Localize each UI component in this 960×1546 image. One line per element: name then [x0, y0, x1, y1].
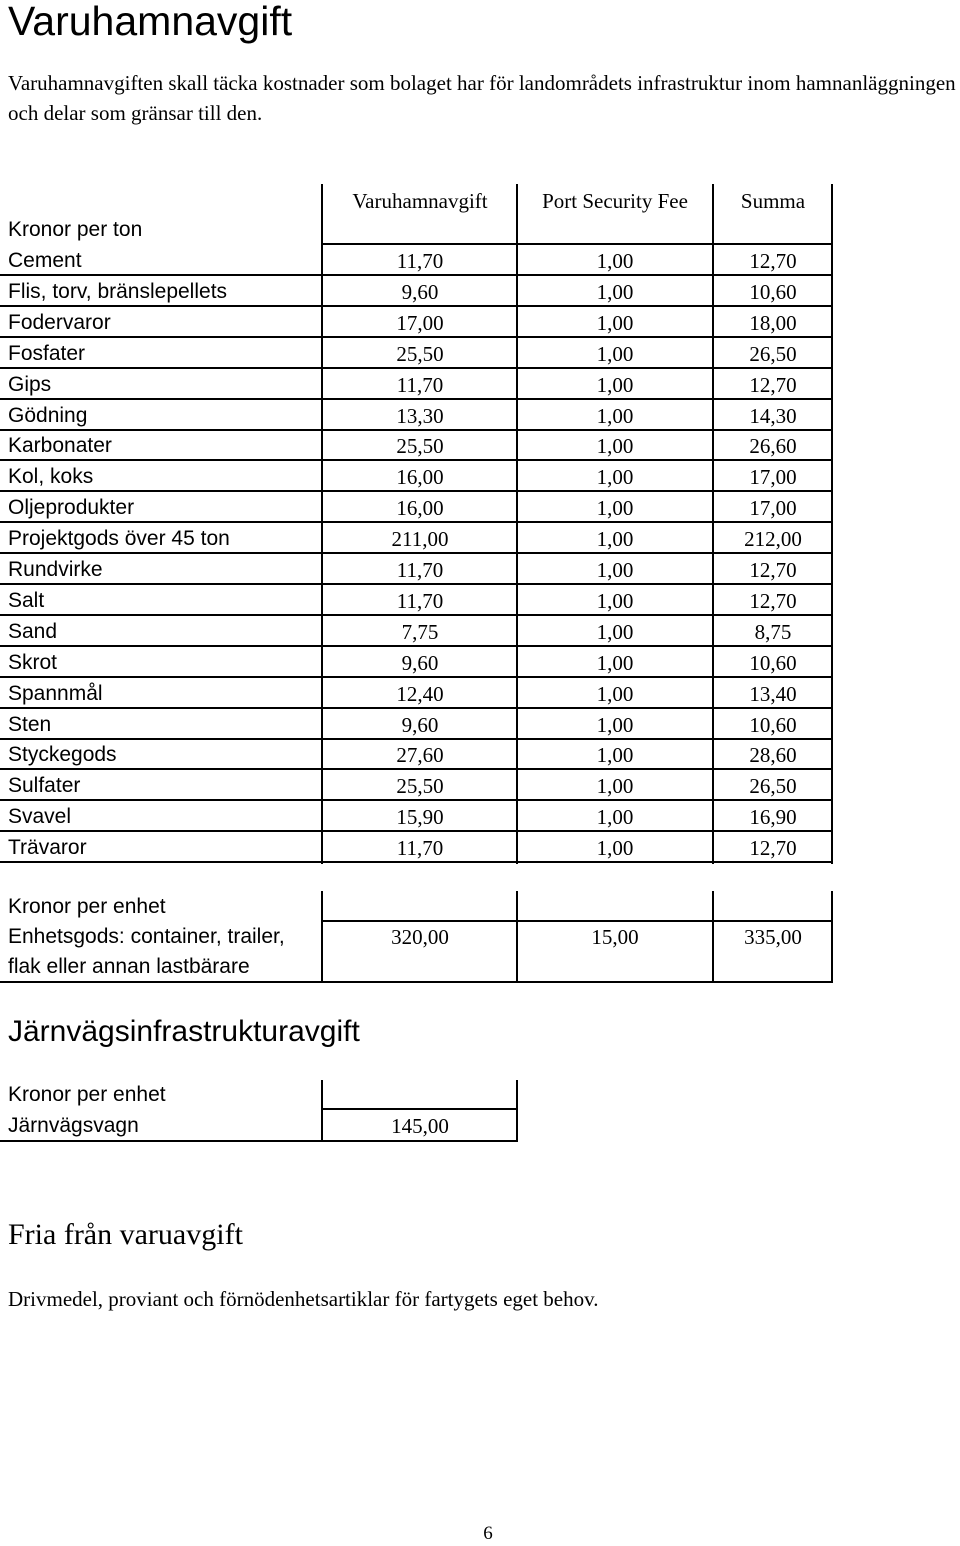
varuhamnavgift-value: 12,40 — [396, 681, 444, 706]
varuhamnavgift-value: 7,75 — [401, 619, 439, 644]
summa-value: 17,00 — [749, 496, 797, 521]
table-rule — [0, 1140, 518, 1142]
summa-value: 12,70 — [749, 588, 797, 613]
table-rule — [0, 583, 833, 585]
table-rule — [0, 274, 833, 276]
varuhamnavgift-value: 9,60 — [401, 279, 439, 304]
table-rule — [321, 1108, 518, 1110]
port-security-fee-value: 1,00 — [596, 249, 634, 273]
summa-value: 13,40 — [749, 681, 797, 706]
port-security-fee-value: 1,00 — [596, 372, 634, 397]
table-rule — [0, 367, 833, 369]
summa-value: 12,70 — [749, 372, 797, 397]
row-label: Projektgods över 45 ton — [8, 527, 230, 551]
summa-value: 10,60 — [749, 712, 797, 737]
summa-value: 10,60 — [749, 650, 797, 675]
varuhamnavgift-value: 11,70 — [396, 558, 444, 582]
row-label: Svavel — [8, 805, 72, 829]
table-divider — [712, 184, 714, 864]
table-rule — [0, 768, 833, 770]
port-security-fee-value: 1,00 — [596, 465, 634, 490]
table-divider — [321, 184, 323, 864]
varuhamnavgift-value: 25,50 — [396, 341, 444, 366]
summa-value: 12,70 — [749, 836, 797, 861]
table-rule — [0, 305, 833, 307]
summa-value: 12,70 — [749, 249, 797, 273]
free-text: Drivmedel, proviant och förnödenhetsartiklar för fartygets eget behov. — [8, 1287, 599, 1311]
row-label-enhetsgods-line2: flak eller annan lastbärare — [8, 955, 250, 978]
row-label: Salt — [8, 588, 45, 612]
row-label: Fodervaror — [8, 310, 111, 334]
summa-value: 8,75 — [754, 619, 792, 644]
table-rule — [0, 861, 833, 863]
row-label: Rundvirke — [8, 558, 103, 581]
port-security-fee-value: 1,00 — [596, 496, 634, 521]
rail-fee-value: 145,00 — [391, 1114, 449, 1138]
varuhamnavgift-value: 17,00 — [396, 310, 444, 335]
table-rule — [0, 799, 833, 801]
port-security-fee-value: 1,00 — [596, 310, 634, 335]
table-rule — [321, 243, 833, 245]
port-security-fee-value: 1,00 — [596, 712, 634, 737]
page-title: Varuhamnavgift — [8, 0, 293, 44]
port-security-fee-value: 1,00 — [596, 341, 634, 366]
varuhamnavgift-value: 16,00 — [396, 496, 444, 521]
port-security-fee-value: 1,00 — [596, 650, 634, 675]
table-rule — [0, 707, 833, 709]
table-rule — [0, 614, 833, 616]
varuhamnavgift-value: 25,50 — [396, 434, 444, 459]
table-rule — [0, 645, 833, 647]
summa-value: 10,60 — [749, 279, 797, 304]
port-security-fee-value: 1,00 — [596, 836, 634, 861]
table-rule — [0, 521, 833, 523]
row-label: Oljeprodukter — [8, 496, 135, 520]
varuhamnavgift-value: 11,70 — [396, 249, 444, 273]
rail-heading: Järnvägsinfrastrukturavgift — [8, 1015, 360, 1048]
row-label: Sand — [8, 619, 58, 643]
row-label: Gödning — [8, 403, 88, 427]
table-rule — [0, 981, 833, 983]
table-rule — [0, 490, 833, 492]
table-rule — [0, 429, 833, 431]
port-security-fee-value: 1,00 — [596, 681, 634, 706]
table-rule — [0, 336, 833, 338]
varuhamnavgift-value: 11,70 — [396, 372, 444, 397]
section-label-kronor-per-enhet: Kronor per enhet — [8, 895, 166, 918]
table-divider — [321, 1080, 323, 1142]
row-label: Sulfater — [8, 774, 81, 798]
varuhamnavgift-value: 13,30 — [396, 403, 444, 428]
row-label: Fosfater — [8, 341, 86, 365]
port-security-fee-value: 1,00 — [596, 527, 634, 552]
table-divider — [321, 891, 323, 983]
port-security-fee-value: 1,00 — [596, 403, 634, 428]
table-rule — [0, 830, 833, 832]
section-label-kronor-per-ton: Kronor per ton — [8, 218, 143, 241]
row-label: Gips — [8, 372, 52, 396]
summa-value: 212,00 — [744, 527, 802, 552]
column-header-varuhamnavgift: Varuhamnavgift — [352, 189, 488, 213]
summa-value: 26,60 — [749, 434, 797, 459]
summa-value: 14,30 — [749, 403, 797, 428]
port-security-fee-value: 1,00 — [596, 434, 634, 459]
column-header-summa: Summa — [740, 189, 806, 213]
summa-value: 28,60 — [749, 743, 797, 768]
row-label: Styckegods — [8, 743, 117, 767]
unit-port-security-value: 15,00 — [591, 925, 639, 949]
table-divider — [712, 891, 714, 983]
varuhamnavgift-value: 9,60 — [401, 650, 439, 675]
table-rule — [0, 676, 833, 678]
row-label: Sten — [8, 712, 52, 736]
varuhamnavgift-value: 16,00 — [396, 465, 444, 490]
row-label: Flis, torv, bränslepellets — [8, 279, 228, 303]
table-rule — [0, 738, 833, 740]
page-number: 6 — [483, 1523, 493, 1544]
port-security-fee-value: 1,00 — [596, 558, 634, 582]
row-label-jarnvagsvagn: Järnvägsvagn — [8, 1114, 139, 1137]
varuhamnavgift-value: 25,50 — [396, 774, 444, 799]
table-rule — [0, 459, 833, 461]
summa-value: 17,00 — [749, 465, 797, 490]
row-label: Cement — [8, 249, 82, 272]
port-security-fee-value: 1,00 — [596, 279, 634, 304]
port-security-fee-value: 1,00 — [596, 805, 634, 830]
row-label: Trävaror — [8, 836, 87, 860]
table-rule — [0, 398, 833, 400]
free-heading: Fria från varuavgift — [8, 1218, 243, 1251]
varuhamnavgift-value: 211,00 — [391, 527, 449, 552]
table-divider — [516, 184, 518, 864]
table-rule — [0, 552, 833, 554]
intro-paragraph: Varuhamnavgiften skall täcka kostnader som bolaget har för landområdets infrastruktur inom hamnanläggningen och delar som gränsar till den. — [8, 71, 956, 125]
table-divider — [516, 891, 518, 983]
row-label: Skrot — [8, 650, 58, 674]
table-divider — [831, 891, 833, 983]
row-label: Kol, koks — [8, 465, 94, 489]
varuhamnavgift-value: 11,70 — [396, 836, 444, 861]
port-security-fee-value: 1,00 — [596, 743, 634, 768]
table-divider — [516, 1080, 518, 1142]
unit-varuhamnavgift-value: 320,00 — [391, 925, 449, 949]
summa-value: 26,50 — [749, 341, 797, 366]
column-header-port-security-fee: Port Security Fee — [542, 189, 688, 213]
section-label-kronor-per-enhet: Kronor per enhet — [8, 1083, 166, 1106]
port-security-fee-value: 1,00 — [596, 588, 634, 613]
summa-value: 26,50 — [749, 774, 797, 799]
port-security-fee-value: 1,00 — [596, 774, 634, 799]
summa-value: 18,00 — [749, 310, 797, 335]
unit-summa-value: 335,00 — [744, 925, 802, 949]
row-label: Karbonater — [8, 434, 112, 458]
row-label: Spannmål — [8, 681, 103, 705]
varuhamnavgift-value: 9,60 — [401, 712, 439, 737]
table-rule — [321, 920, 833, 922]
varuhamnavgift-value: 15,90 — [396, 805, 444, 830]
row-label-enhetsgods-line1: Enhetsgods: container, trailer, — [8, 925, 285, 948]
summa-value: 16,90 — [749, 805, 797, 830]
table-divider — [831, 184, 833, 864]
varuhamnavgift-value: 27,60 — [396, 743, 444, 768]
port-security-fee-value: 1,00 — [596, 619, 634, 644]
summa-value: 12,70 — [749, 558, 797, 582]
varuhamnavgift-value: 11,70 — [396, 588, 444, 613]
